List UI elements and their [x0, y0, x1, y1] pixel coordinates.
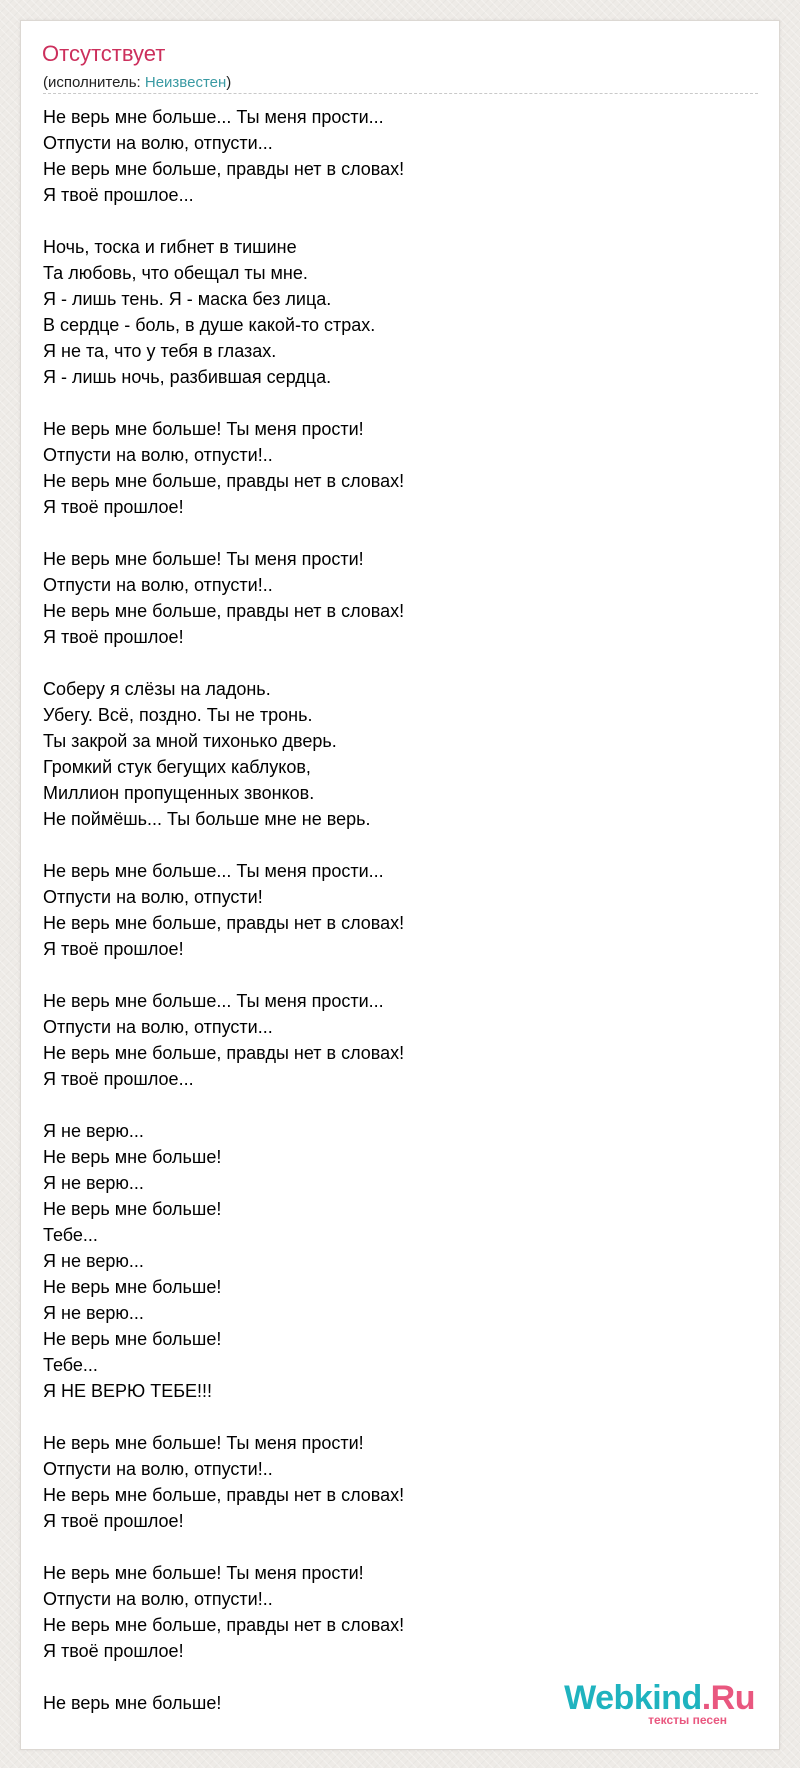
logo-brand: Webkind: [564, 1679, 702, 1717]
artist-suffix: ): [226, 74, 232, 91]
artist-prefix: (исполнитель:: [43, 74, 145, 91]
lyric-line: Я твоё прошлое...: [43, 185, 194, 205]
lyric-line: Не верь мне больше! Ты меня прости!: [43, 1433, 364, 1453]
lyric-line: Я твоё прошлое!: [43, 1641, 184, 1661]
lyric-line: Не верь мне больше!: [43, 1693, 222, 1713]
song-title: Отсутствует: [42, 41, 166, 66]
lyric-line: Я НЕ ВЕРЮ ТЕБЕ!!!: [43, 1381, 213, 1401]
lyric-line: Ночь, тоска и гибнет в тишине: [43, 237, 297, 257]
lyric-line: Не верь мне больше! Ты меня прости!: [43, 419, 364, 439]
lyric-line: Не верь мне больше, правды нет в словах!: [43, 1615, 405, 1635]
divider: [43, 93, 758, 94]
lyrics-stanza: [43, 546, 758, 650]
lyric-line: Отпусти на волю, отпусти!: [43, 887, 263, 907]
lyric-line: Я не верю...: [43, 1303, 144, 1323]
lyric-line: Я твоё прошлое...: [43, 1069, 194, 1089]
lyric-line: Не верь мне больше!: [43, 1277, 222, 1297]
lyric-line: Отпусти на волю, отпусти!..: [43, 1589, 273, 1609]
lyrics-stanza: [43, 1560, 758, 1664]
lyrics-card: [20, 20, 780, 1750]
lyric-line: Отпусти на волю, отпусти...: [43, 133, 273, 153]
lyric-line: Отпусти на волю, отпусти!..: [43, 1459, 273, 1479]
lyric-line: Я твоё прошлое!: [43, 939, 184, 959]
lyric-line: Не верь мне больше!: [43, 1199, 222, 1219]
lyric-line: Отпусти на волю, отпусти!..: [43, 445, 273, 465]
lyric-line: Не верь мне больше, правды нет в словах!: [43, 159, 405, 179]
lyric-line: Не верь мне больше! Ты меня прости!: [43, 549, 364, 569]
lyric-line: Миллион пропущенных звонков.: [43, 783, 315, 803]
lyric-line: Не верь мне больше! Ты меня прости!: [43, 1563, 364, 1583]
lyric-line: Ты закрой за мной тихонько дверь.: [43, 731, 337, 751]
lyric-line: Не верь мне больше, правды нет в словах!: [43, 1043, 405, 1063]
lyric-line: Громкий стук бегущих каблуков,: [43, 757, 311, 777]
lyric-line: Я твоё прошлое!: [43, 497, 184, 517]
lyrics-stanza: [43, 104, 758, 208]
lyrics-stanza: [43, 676, 758, 832]
lyrics-stanza: [43, 1430, 758, 1534]
lyric-line: Не верь мне больше... Ты меня прости...: [43, 107, 384, 127]
lyric-line: Я твоё прошлое!: [43, 627, 184, 647]
artist-line: [43, 75, 231, 90]
lyrics-stanza: [43, 1118, 758, 1404]
lyric-line: Я - лишь тень. Я - маска без лица.: [43, 289, 332, 309]
lyric-line: Я не верю...: [43, 1251, 144, 1271]
lyric-line: Тебе...: [43, 1355, 98, 1375]
lyric-line: Я не верю...: [43, 1173, 144, 1193]
lyric-line: Не верь мне больше, правды нет в словах!: [43, 913, 405, 933]
artist-link[interactable]: Неизвестен: [144, 74, 227, 91]
lyric-line: Соберу я слёзы на ладонь.: [43, 679, 271, 699]
lyric-line: Я - лишь ночь, разбившая сердца.: [43, 367, 332, 387]
lyrics-stanza: [43, 988, 758, 1092]
lyrics-body: [43, 104, 758, 1742]
lyrics-stanza: [43, 234, 758, 390]
lyrics-stanza: [43, 858, 758, 962]
lyric-line: Тебе...: [43, 1225, 98, 1245]
lyric-line: Не верь мне больше... Ты меня прости...: [43, 991, 384, 1011]
lyric-line: Я твоё прошлое!: [43, 1511, 184, 1531]
lyric-line: Та любовь, что обещал ты мне.: [43, 263, 308, 283]
lyric-line: Не верь мне больше, правды нет в словах!: [43, 1485, 405, 1505]
lyric-line: Отпусти на волю, отпусти!..: [43, 575, 273, 595]
webkind-logo: [555, 1681, 755, 1727]
lyrics-stanza: [43, 416, 758, 520]
lyric-line: Отпусти на волю, отпусти...: [43, 1017, 273, 1037]
lyric-line: Не верь мне больше... Ты меня прости...: [43, 861, 384, 881]
lyric-line: Не верь мне больше, правды нет в словах!: [43, 601, 405, 621]
lyric-line: Не верь мне больше!: [43, 1147, 222, 1167]
lyric-line: В сердце - боль, в душе какой-то страх.: [43, 315, 376, 335]
logo-domain: .Ru: [701, 1679, 755, 1717]
lyric-line: Я не та, что у тебя в глазах.: [43, 341, 277, 361]
lyric-line: Не верь мне больше!: [43, 1329, 222, 1349]
logo-tagline: тексты песен: [648, 1713, 727, 1727]
lyric-line: Убегу. Всё, поздно. Ты не тронь.: [43, 705, 313, 725]
lyric-line: Не поймёшь... Ты больше мне не верь.: [43, 809, 371, 829]
lyric-line: Я не верю...: [43, 1121, 144, 1141]
logo-wordmark: [564, 1681, 755, 1715]
lyric-line: Не верь мне больше, правды нет в словах!: [43, 471, 405, 491]
